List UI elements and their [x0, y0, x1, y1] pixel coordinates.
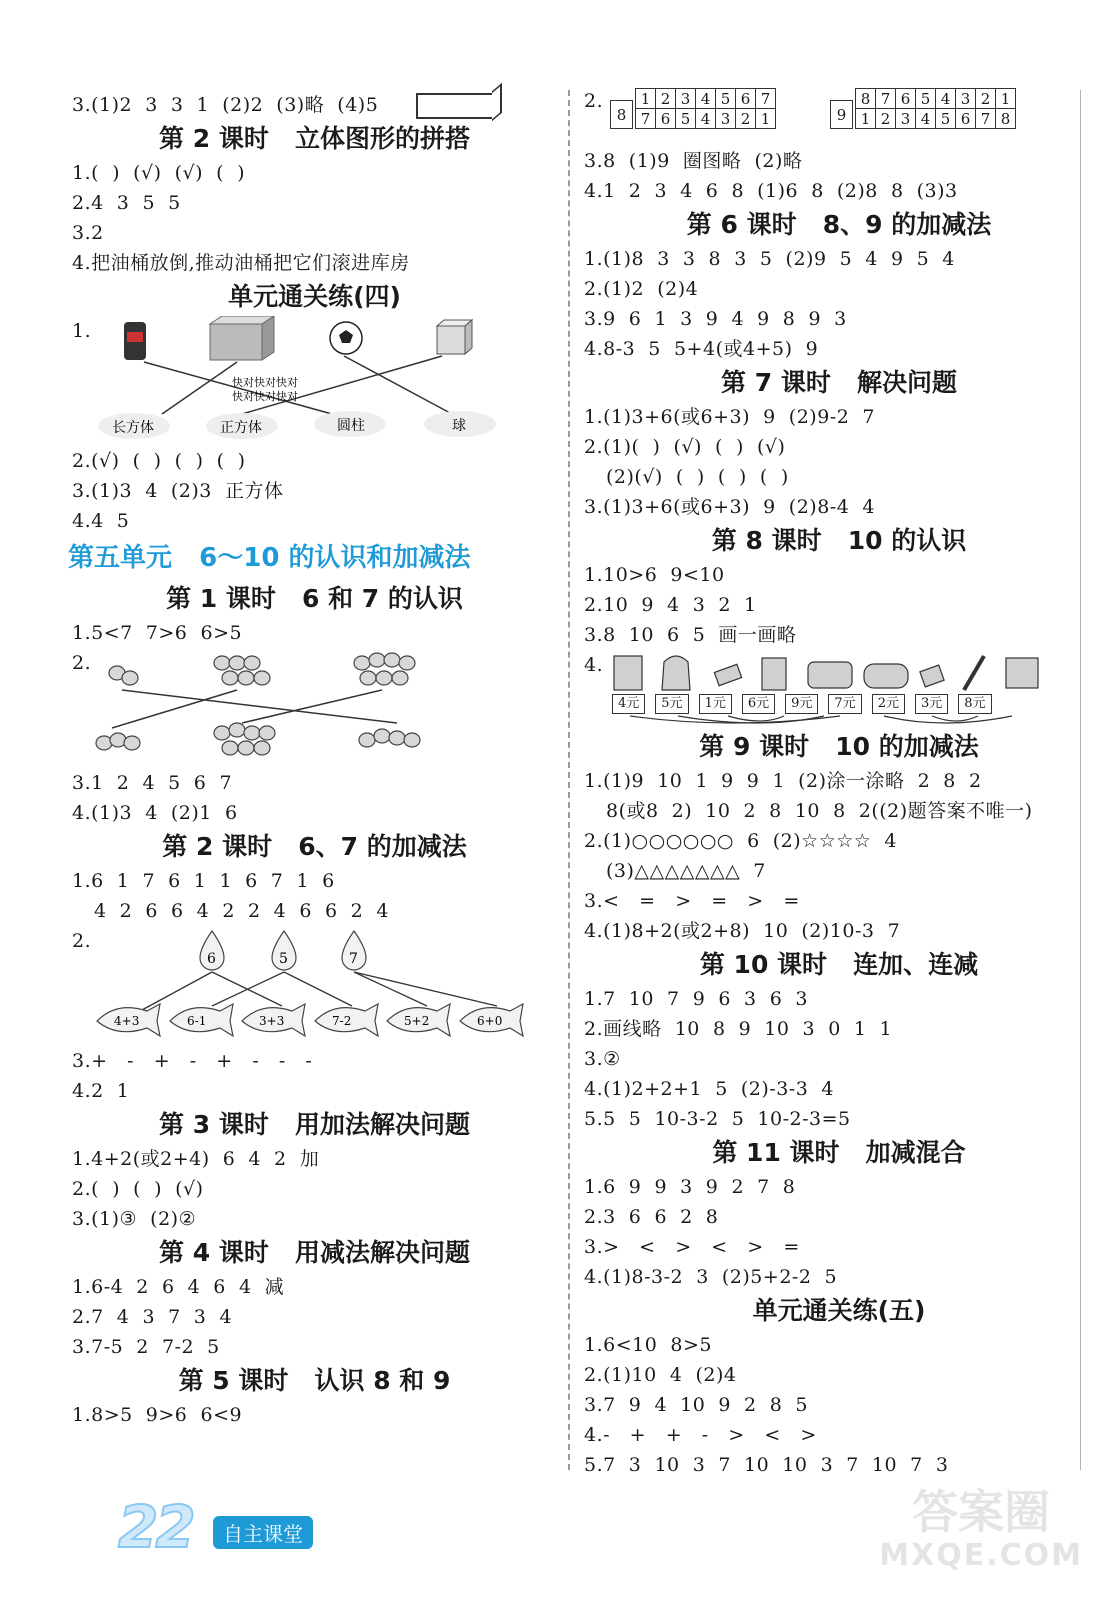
answer-line: 4.(1)3 4 (2)1 6: [72, 802, 238, 824]
lesson-title: 第 2 课时 立体图形的拼搭: [159, 124, 470, 153]
answer-line: 2.7 4 3 7 3 4: [72, 1306, 233, 1328]
answer-line: 1.(1)3+6(或6+3) 9 (2)9-2 7: [584, 406, 875, 428]
number-table: [610, 100, 633, 129]
answer-line: 4.(1)2+2+1 5 (2)-3-3 4: [584, 1078, 834, 1100]
watermark-logo: [879, 1485, 1083, 1578]
calculator-icon: [1006, 658, 1038, 688]
question-number: 2.: [72, 652, 92, 674]
answer-line: 4.(1)8-3-2 3 (2)5+2-2 5: [584, 1266, 838, 1288]
matching-drawing: [72, 316, 552, 446]
answer-line: 1.6 9 9 3 9 2 7 8: [584, 1176, 796, 1198]
table-cell: 1: [636, 89, 656, 109]
answer-line: 2.(1)○○○○○○ 6 (2)☆☆☆☆ 4: [584, 830, 897, 852]
answer-line: 1.6 1 7 6 1 1 6 7 1 6: [72, 870, 335, 892]
backpack-icon: [662, 656, 690, 690]
price-tag: 9元: [785, 694, 818, 714]
answer-text: 3.(1)2 3 3 1 (2)2 (3)略 (4)5: [72, 94, 379, 116]
table-cell: 2: [736, 109, 756, 129]
answer-line: [72, 90, 557, 120]
answer-line: 5.7 3 10 3 7 10 10 3 7 10 7 3: [584, 1454, 949, 1476]
fig1-note: 快对快对快对: [232, 390, 298, 403]
answer-line: 3.< = > = > =: [584, 890, 800, 912]
lesson-title: 第 11 课时 加减混合: [712, 1138, 966, 1167]
watermark-url: MXQE.COM: [879, 1538, 1083, 1573]
table-cell: 4: [916, 109, 936, 129]
answer-line: 3.(1)③ (2)②: [72, 1208, 197, 1230]
answer-line: 3.7-5 2 7-2 5: [72, 1336, 220, 1358]
fish-expression: 7-2: [332, 1014, 352, 1028]
table-cell: 3: [716, 109, 736, 129]
page-number: 22: [118, 1493, 193, 1561]
table-cell: 5: [676, 109, 696, 129]
answer-line: 3.1 2 4 5 6 7: [72, 772, 233, 794]
number-table: [830, 100, 853, 129]
answer-line: 2.(1)10 4 (2)4: [584, 1364, 737, 1386]
fish-expression: 5+2: [404, 1014, 430, 1028]
lesson-title: 第 4 课时 用减法解决问题: [159, 1238, 470, 1267]
answer-line: 5.5 5 10-3-2 5 10-2-3=5: [584, 1108, 851, 1130]
table-cell: 4: [696, 89, 716, 109]
lesson-title: 第 9 课时 10 的加减法: [699, 732, 979, 761]
answer-line: 1.8>5 9>6 6<9: [72, 1404, 243, 1426]
price-tag: 3元: [915, 694, 948, 714]
table-cell: 2: [876, 109, 896, 129]
price-tag: 7元: [828, 694, 861, 714]
lesson-title: 第 6 课时 8、9 的加减法: [686, 210, 992, 239]
lesson-title: 第 2 课时 6、7 的加减法: [162, 832, 467, 861]
lesson-title: 第 5 课时 认识 8 和 9: [178, 1366, 451, 1395]
answer-line: 3.+ - + - + - - -: [72, 1050, 313, 1072]
soccer-ball-icon: [330, 322, 362, 354]
answer-line: 3.9 6 1 3 9 4 9 8 9 3: [584, 308, 847, 330]
acorn-drawing: [72, 648, 552, 768]
left-column: [68, 80, 557, 1430]
answer-line: 4.4 5: [72, 510, 130, 532]
table-cell: 4: [696, 109, 716, 129]
watermark-text: 答案圈: [912, 1485, 1051, 1539]
answer-line: 2.10 9 4 3 2 1: [584, 594, 757, 616]
table-group-9: [830, 88, 1016, 129]
drop-number: 6: [207, 951, 216, 967]
section-title: 单元通关练(四): [228, 282, 401, 311]
eraser-icon: [714, 664, 741, 685]
answer-line: 2.(1)2 (2)4: [584, 278, 699, 300]
table-cell: 1: [756, 109, 776, 129]
question-number: 2.: [72, 930, 92, 952]
table-cell: 2: [656, 89, 676, 109]
answer-line: 2.(√) ( ) ( ) ( ): [72, 450, 246, 472]
table-cell: 7: [976, 109, 996, 129]
box-icon: [210, 316, 274, 360]
lesson-title: 第 7 课时 解决问题: [721, 368, 957, 397]
answer-line: 2.画线略 10 8 9 10 3 0 1 1: [584, 1018, 893, 1040]
question-number: 2.: [584, 90, 604, 112]
answer-line: 3.2: [72, 222, 104, 244]
answer-line: 4 2 6 6 4 2 2 4 6 6 2 4: [94, 900, 389, 922]
table-cell: 7: [876, 89, 896, 109]
lesson-title: 第 1 课时 6 和 7 的认识: [166, 584, 463, 613]
shape-label: 圆柱: [337, 418, 365, 434]
answer-line: (2)(√) ( ) ( ) ( ): [606, 466, 789, 488]
answer-line: 1.7 10 7 9 6 3 6 3: [584, 988, 808, 1010]
table-cell: 6: [656, 109, 676, 129]
lesson-title: 第 8 课时 10 的认识: [711, 526, 967, 555]
lesson-title: 第 10 课时 连加、连减: [699, 950, 979, 979]
answer-line: 3.8 (1)9 圈图略 (2)略: [584, 150, 803, 172]
number-table: [855, 88, 1016, 129]
question-number: 1.: [72, 320, 92, 342]
items-drawing: [612, 650, 1082, 728]
fish-expression: 6+0: [477, 1014, 503, 1028]
question-number: 4.: [584, 654, 604, 676]
table-cell: 6: [956, 109, 976, 129]
table-cell: 8: [856, 89, 876, 109]
table-group-8: [610, 88, 776, 129]
table-cell: 3: [956, 89, 976, 109]
table-cell: 6: [736, 89, 756, 109]
answer-line: 3.7 9 4 10 9 2 8 5: [584, 1394, 808, 1416]
pouch-icon: [864, 664, 908, 688]
answer-line: 1.4+2(或2+4) 6 4 2 加: [72, 1148, 320, 1170]
table-cell: 7: [756, 89, 776, 109]
price-tag: 2元: [872, 694, 905, 714]
answer-line: 1.6<10 8>5: [584, 1334, 712, 1356]
cuboid-icon: [416, 93, 494, 119]
fish-drawing: [72, 926, 552, 1046]
table-cell: 8: [996, 109, 1016, 129]
acorn-matching-figure: [72, 648, 557, 768]
footer-label: 自主课堂: [213, 1516, 313, 1549]
answer-line: 3.(1)3+6(或6+3) 9 (2)8-4 4: [584, 496, 875, 518]
can-icon: [124, 322, 146, 360]
pencil-box-icon: [762, 658, 786, 690]
table-cell: 3: [676, 89, 696, 109]
answer-line: 3.②: [584, 1048, 621, 1070]
shape-label: 正方体: [220, 420, 262, 436]
fig1-note: 快对快对快对: [232, 376, 298, 389]
answer-line: 4.1 2 3 4 6 8 (1)6 8 (2)8 8 (3)3: [584, 180, 958, 202]
price-tag: 4元: [612, 694, 645, 714]
fish-expression: 4+3: [114, 1014, 140, 1028]
answer-line: 2.3 6 6 2 8: [584, 1206, 719, 1228]
price-matching-figure: [584, 650, 1094, 728]
table-cell: 3: [896, 109, 916, 129]
answer-line: 4.- + + - > < >: [584, 1424, 817, 1446]
fish-matching-figure: [72, 926, 557, 1046]
table-cell: 4: [936, 89, 956, 109]
table-cell: 2: [976, 89, 996, 109]
right-column: [584, 80, 1094, 1480]
column-divider: [568, 90, 570, 1470]
answer-line: 4.8-3 5 5+4(或4+5) 9: [584, 338, 819, 360]
price-tag: 1元: [699, 694, 732, 714]
shape-label: 球: [452, 418, 466, 434]
pencil-case-icon: [808, 662, 852, 688]
answer-line: 2.( ) ( ) (√): [72, 1178, 204, 1200]
price-tag: 6元: [742, 694, 775, 714]
table-key: 9: [831, 101, 853, 129]
number-tables-figure: [584, 86, 1094, 146]
drop-number: 5: [279, 951, 288, 967]
table-cell: 5: [936, 109, 956, 129]
answer-line: 4.(1)8+2(或2+8) 10 (2)10-3 7: [584, 920, 901, 942]
answer-line: 1.5<7 7>6 6>5: [72, 622, 243, 644]
answer-line: 3.(1)3 4 (2)3 正方体: [72, 480, 284, 502]
drop-number: 7: [349, 951, 358, 967]
answer-line: 8(或8 2) 10 2 8 10 8 2((2)题答案不唯一): [606, 800, 1033, 822]
fish-expression: 3+3: [259, 1014, 285, 1028]
answer-line: 2.(1)( ) (√) ( ) (√): [584, 436, 786, 458]
fish-expression: 6-1: [187, 1014, 207, 1028]
answer-line: 1.6-4 2 6 4 6 4 减: [72, 1276, 285, 1298]
table-cell: 7: [636, 109, 656, 129]
pencil-icon: [964, 656, 984, 690]
table-cell: 6: [896, 89, 916, 109]
answer-line: 3.8 10 6 5 画一画略: [584, 624, 797, 646]
sharpener-icon: [920, 665, 944, 687]
notebook-icon: [614, 656, 642, 690]
table-cell: 1: [856, 109, 876, 129]
answer-line: 1.10>6 9<10: [584, 564, 725, 586]
price-tag: 5元: [655, 694, 688, 714]
answer-line: 1.(1)9 10 1 9 9 1 (2)涂一涂略 2 8 2: [584, 770, 982, 792]
answer-line: 4.2 1: [72, 1080, 130, 1102]
number-table: [635, 88, 776, 129]
answer-line: 4.把油桶放倒,推动油桶把它们滚进库房: [72, 252, 410, 274]
answer-line: (3)△△△△△△△ 7: [606, 860, 766, 882]
table-key: 8: [611, 101, 633, 129]
section-title: 单元通关练(五): [752, 1296, 926, 1325]
shape-label: 长方体: [112, 420, 154, 436]
table-cell: 5: [916, 89, 936, 109]
price-tags: [612, 694, 1072, 714]
lesson-title: 第 3 课时 用加法解决问题: [159, 1110, 470, 1139]
answer-line: 1.( ) (√) (√) ( ): [72, 162, 246, 184]
shape-matching-figure: [72, 316, 557, 446]
unit-title: 第五单元 6～10 的认识和加减法: [68, 543, 471, 573]
table-cell: 5: [716, 89, 736, 109]
price-tag: 8元: [958, 694, 991, 714]
cube-icon: [437, 320, 472, 354]
answer-line: 2.4 3 5 5: [72, 192, 181, 214]
answer-line: 3.> < > < > =: [584, 1236, 800, 1258]
answer-line: 1.(1)8 3 3 8 3 5 (2)9 5 4 9 5 4: [584, 248, 955, 270]
table-cell: 1: [996, 89, 1016, 109]
